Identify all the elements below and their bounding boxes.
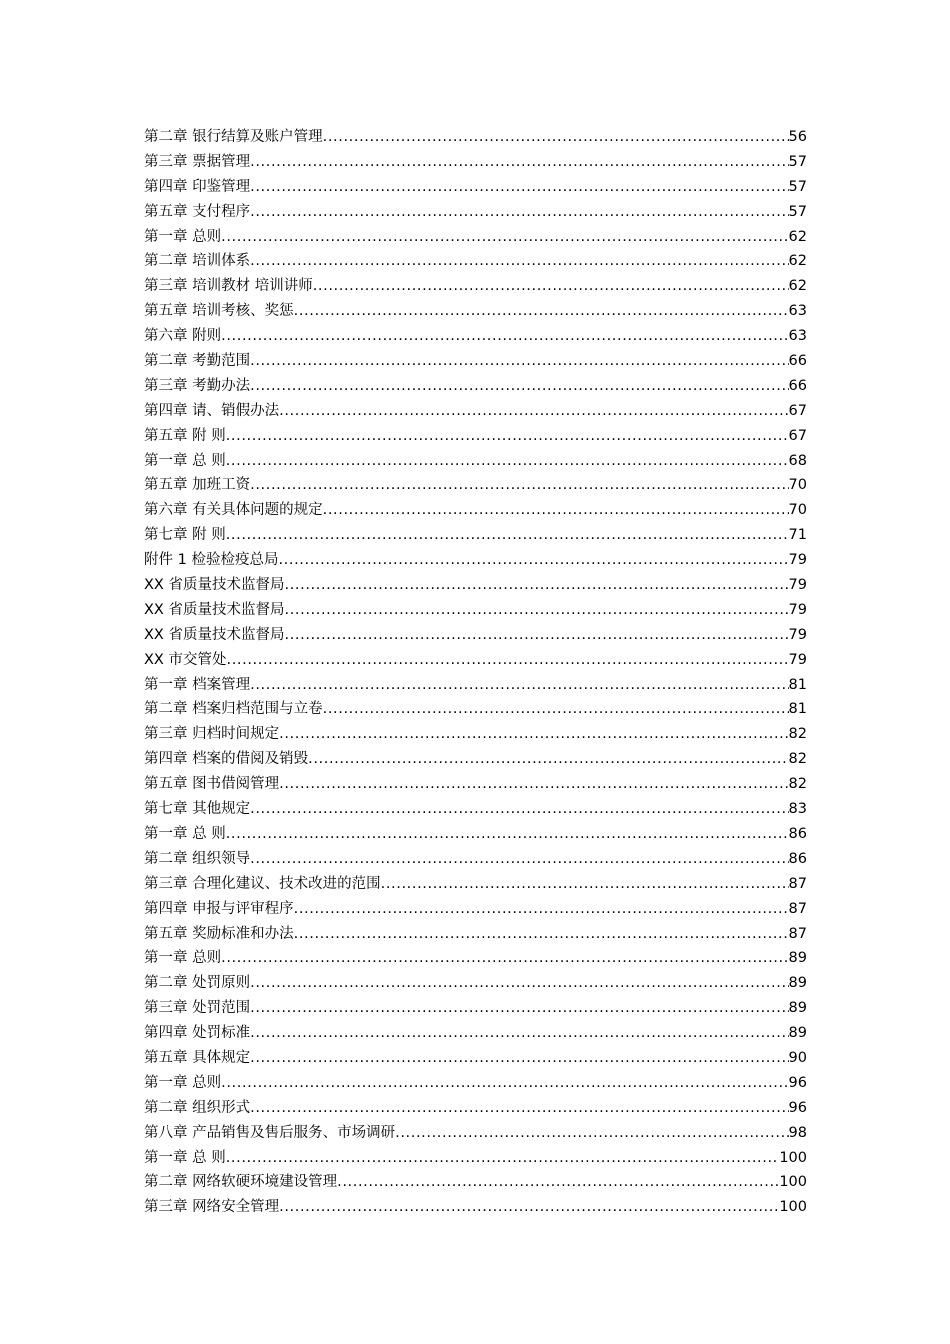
toc-entry[interactable] — [144, 872, 807, 897]
toc-entry-title: 第八章 产品销售及售后服务、市场调研 — [144, 1124, 396, 1141]
toc-entry[interactable] — [144, 299, 807, 324]
toc-entry-title: 第二章 组织形式 — [144, 1099, 251, 1116]
toc-entry-title: 第二章 培训体系 — [144, 253, 251, 270]
toc-entry-page-number: 70 — [788, 502, 807, 519]
toc-dot-leader — [284, 598, 788, 623]
toc-entry-page-number: 66 — [788, 377, 807, 394]
toc-dot-leader — [284, 623, 788, 648]
toc-dot-leader — [250, 847, 788, 872]
toc-entry[interactable] — [144, 324, 807, 349]
toc-entry-page-number: 87 — [788, 925, 807, 942]
toc-entry-page-number: 96 — [788, 1099, 807, 1116]
toc-entry-title: 第六章 有关具体问题的规定 — [144, 502, 323, 519]
toc-entry[interactable] — [144, 1071, 807, 1096]
toc-entry-page-number: 62 — [788, 278, 807, 295]
toc-dot-leader — [250, 374, 788, 399]
toc-entry[interactable] — [144, 1046, 807, 1071]
toc-dot-leader — [278, 548, 788, 573]
toc-entry-page-number: 79 — [788, 552, 807, 569]
toc-dot-leader — [279, 722, 788, 747]
toc-entry[interactable] — [144, 150, 807, 175]
toc-entry-page-number: 57 — [788, 178, 807, 195]
toc-entry-page-number: 63 — [788, 303, 807, 320]
toc-entry-page-number: 81 — [788, 676, 807, 693]
toc-entry-page-number: 89 — [788, 975, 807, 992]
toc-entry-title: 第六章 附则 — [144, 328, 222, 345]
toc-entry-title: 第一章 总 则 — [144, 825, 226, 842]
toc-entry[interactable] — [144, 648, 807, 673]
toc-entry[interactable] — [144, 673, 807, 698]
toc-entry-title: 第四章 处罚标准 — [144, 1025, 251, 1042]
toc-dot-leader — [279, 1195, 779, 1220]
toc-entry-title: 第三章 网络安全管理 — [144, 1199, 280, 1216]
toc-entry-page-number: 79 — [788, 577, 807, 594]
toc-entry-title: 第七章 附 则 — [144, 527, 226, 544]
toc-entry-page-number: 79 — [788, 626, 807, 643]
toc-entry-title: 第二章 网络软硬环境建设管理 — [144, 1174, 338, 1191]
toc-entry[interactable] — [144, 722, 807, 747]
toc-entry-page-number: 62 — [788, 228, 807, 245]
toc-entry[interactable] — [144, 274, 807, 299]
toc-entry[interactable] — [144, 1170, 807, 1195]
toc-dot-leader — [226, 449, 789, 474]
toc-entry-title: 附件 1 检验检疫总局 — [144, 552, 279, 569]
toc-entry-page-number: 81 — [788, 701, 807, 718]
toc-entry-page-number: 100 — [779, 1174, 807, 1191]
toc-entry-title: 第五章 加班工资 — [144, 477, 251, 494]
toc-entry-title: 第五章 具体规定 — [144, 1049, 251, 1066]
toc-entry-title: 第五章 支付程序 — [144, 203, 251, 220]
toc-entry-title: 第三章 处罚范围 — [144, 1000, 251, 1017]
toc-entry[interactable] — [144, 847, 807, 872]
toc-entry-title: 第五章 图书借阅管理 — [144, 776, 280, 793]
toc-entry[interactable] — [144, 498, 807, 523]
toc-dot-leader — [323, 697, 789, 722]
toc-dot-leader — [226, 523, 789, 548]
toc-dot-leader — [294, 922, 789, 947]
toc-entry-page-number: 67 — [788, 427, 807, 444]
toc-entry[interactable] — [144, 449, 807, 474]
toc-entry-page-number: 68 — [788, 452, 807, 469]
toc-entry[interactable] — [144, 523, 807, 548]
toc-entry[interactable] — [144, 697, 807, 722]
toc-dot-leader — [250, 175, 788, 200]
toc-entry[interactable] — [144, 548, 807, 573]
toc-entry[interactable] — [144, 573, 807, 598]
toc-dot-leader — [323, 125, 789, 150]
toc-entry-title: 第五章 培训考核、奖惩 — [144, 303, 294, 320]
toc-entry[interactable] — [144, 200, 807, 225]
toc-entry-page-number: 66 — [788, 353, 807, 370]
toc-entry-title: 第五章 奖励标准和办法 — [144, 925, 294, 942]
toc-entry-title: XX 省质量技术监督局 — [144, 626, 285, 643]
toc-dot-leader — [221, 324, 788, 349]
toc-entry-page-number: 90 — [788, 1049, 807, 1066]
toc-entry-page-number: 87 — [788, 875, 807, 892]
toc-entry-title: 第二章 档案归档范围与立卷 — [144, 701, 323, 718]
toc-entry-title: 第二章 组织领导 — [144, 850, 251, 867]
toc-entry-page-number: 100 — [779, 1149, 807, 1166]
toc-dot-leader — [250, 150, 788, 175]
toc-entry-title: 第一章 总 则 — [144, 1149, 226, 1166]
toc-entry-title: XX 省质量技术监督局 — [144, 577, 285, 594]
toc-entry-page-number: 87 — [788, 900, 807, 917]
toc-dot-leader — [294, 897, 789, 922]
toc-entry-title: 第三章 考勤办法 — [144, 377, 251, 394]
toc-entry[interactable] — [144, 598, 807, 623]
toc-dot-leader — [226, 1146, 780, 1171]
toc-entry[interactable] — [144, 424, 807, 449]
toc-entry-title: 第三章 培训教材 培训讲师 — [144, 278, 313, 295]
toc-dot-leader — [250, 349, 788, 374]
toc-entry-title: 第二章 银行结算及账户管理 — [144, 129, 323, 145]
toc-entry-title: 第一章 总 则 — [144, 452, 226, 469]
toc-entry-title: XX 市交管处 — [144, 651, 227, 668]
toc-dot-leader — [221, 225, 788, 250]
toc-dot-leader — [337, 1170, 779, 1195]
toc-dot-leader — [250, 673, 788, 698]
toc-entry-page-number: 89 — [788, 1025, 807, 1042]
toc-entry-page-number: 57 — [788, 153, 807, 170]
toc-entry[interactable] — [144, 897, 807, 922]
toc-dot-leader — [313, 274, 789, 299]
toc-entry-page-number: 67 — [788, 402, 807, 419]
toc-entry-page-number: 82 — [788, 726, 807, 743]
toc-entry-page-number: 63 — [788, 328, 807, 345]
toc-entry-page-number: 70 — [788, 477, 807, 494]
toc-dot-leader — [250, 249, 788, 274]
toc-entry[interactable] — [144, 249, 807, 274]
toc-entry-title: 第一章 档案管理 — [144, 676, 251, 693]
toc-dot-leader — [279, 399, 788, 424]
toc-entry[interactable] — [144, 797, 807, 822]
toc-entry[interactable] — [144, 1021, 807, 1046]
toc-entry-page-number: 83 — [788, 801, 807, 818]
toc-entry-page-number: 86 — [788, 850, 807, 867]
toc-entry[interactable] — [144, 922, 807, 947]
toc-entry[interactable] — [144, 225, 807, 250]
toc-entry[interactable] — [144, 822, 807, 847]
toc-entry-page-number: 98 — [788, 1124, 807, 1141]
toc-entry-title: 第一章 总则 — [144, 950, 222, 967]
toc-entry-page-number: 56 — [788, 129, 807, 145]
toc-dot-leader — [250, 1046, 788, 1071]
toc-dot-leader — [221, 946, 788, 971]
toc-entry[interactable] — [144, 971, 807, 996]
toc-dot-leader — [250, 971, 788, 996]
toc-entry-page-number: 82 — [788, 776, 807, 793]
toc-entry-title: 第三章 票据管理 — [144, 153, 251, 170]
toc-dot-leader — [308, 747, 788, 772]
toc-dot-leader — [381, 872, 789, 897]
toc-dot-leader — [226, 424, 789, 449]
toc-entry[interactable] — [144, 1195, 807, 1220]
toc-entry-page-number: 57 — [788, 203, 807, 220]
toc-dot-leader — [221, 1071, 788, 1096]
toc-dot-leader — [250, 797, 788, 822]
toc-entry[interactable] — [144, 399, 807, 424]
toc-entry-title: 第四章 档案的借阅及销毁 — [144, 751, 309, 768]
toc-dot-leader — [395, 1121, 788, 1146]
toc-dot-leader — [279, 772, 788, 797]
toc-entry-page-number: 79 — [788, 601, 807, 618]
toc-entry-page-number: 82 — [788, 751, 807, 768]
toc-entry-title: 第三章 归档时间规定 — [144, 726, 280, 743]
toc-entry-page-number: 100 — [779, 1199, 807, 1216]
toc-entry-title: 第四章 印鉴管理 — [144, 178, 251, 195]
toc-entry-page-number: 86 — [788, 825, 807, 842]
toc-entry[interactable] — [144, 473, 807, 498]
toc-entry[interactable] — [144, 772, 807, 797]
toc-dot-leader — [250, 996, 788, 1021]
toc-dot-leader — [226, 648, 788, 673]
toc-entry-title: 第二章 处罚原则 — [144, 975, 251, 992]
toc-entry[interactable] — [144, 996, 807, 1021]
toc-dot-leader — [250, 473, 788, 498]
toc-entry[interactable] — [144, 747, 807, 772]
toc-entry-title: XX 省质量技术监督局 — [144, 601, 285, 618]
toc-entry[interactable] — [144, 175, 807, 200]
toc-entry-page-number: 79 — [788, 651, 807, 668]
toc-entry[interactable] — [144, 1096, 807, 1121]
toc-entry-page-number: 89 — [788, 950, 807, 967]
toc-dot-leader — [294, 299, 789, 324]
toc-entry[interactable] — [144, 946, 807, 971]
toc-dot-leader — [250, 1096, 788, 1121]
toc-entry-title: 第二章 考勤范围 — [144, 353, 251, 370]
toc-entry[interactable] — [144, 1121, 807, 1146]
toc-dot-leader — [250, 1021, 788, 1046]
toc-dot-leader — [226, 822, 789, 847]
toc-entry[interactable] — [144, 349, 807, 374]
toc-entry-title: 第四章 申报与评审程序 — [144, 900, 294, 917]
toc-dot-leader — [323, 498, 789, 523]
toc-entry[interactable] — [144, 125, 807, 150]
toc-entry-title: 第三章 合理化建议、技术改进的范围 — [144, 875, 381, 892]
toc-entry[interactable] — [144, 623, 807, 648]
toc-entry-title: 第四章 请、销假办法 — [144, 402, 280, 419]
toc-entry-title: 第五章 附 则 — [144, 427, 226, 444]
toc-entry-page-number: 89 — [788, 1000, 807, 1017]
toc-entry-page-number: 71 — [788, 527, 807, 544]
toc-dot-leader — [284, 573, 788, 598]
toc-dot-leader — [250, 200, 788, 225]
table-of-contents — [144, 125, 807, 1220]
toc-entry[interactable] — [144, 1146, 807, 1171]
toc-entry[interactable] — [144, 374, 807, 399]
toc-entry-page-number: 62 — [788, 253, 807, 270]
toc-entry-title: 第一章 总则 — [144, 228, 222, 245]
toc-entry-title: 第七章 其他规定 — [144, 801, 251, 818]
toc-entry-title: 第一章 总则 — [144, 1074, 222, 1091]
toc-entry-page-number: 96 — [788, 1074, 807, 1091]
